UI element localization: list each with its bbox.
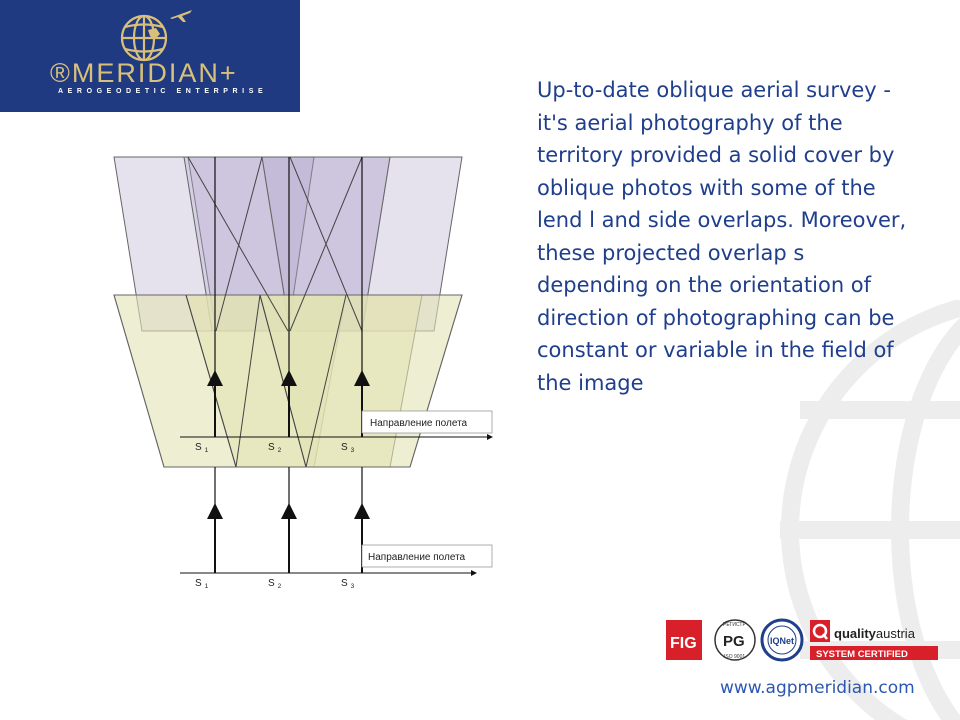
- pg-top-text: РЕГИСТР: [723, 622, 746, 628]
- station-index-lower-2: 2: [277, 583, 282, 590]
- iqnet-logo: [762, 620, 802, 660]
- certification-logos: [662, 614, 942, 670]
- airplane-icon: [168, 6, 194, 24]
- system-certified-text: SYSTEM CERTIFIED: [816, 649, 908, 660]
- station-letter-upper-1: S: [195, 442, 202, 453]
- meridian-logo: [0, 0, 300, 112]
- station-index-upper-1: 1: [204, 447, 209, 454]
- pg-registr-logo: [715, 620, 755, 660]
- station-letter-upper-3: S: [341, 442, 348, 453]
- flight-arrows-lower: [215, 511, 362, 573]
- svg-text:qualityaustria: [834, 626, 916, 641]
- station-letter-upper-2: S: [268, 442, 275, 453]
- pg-bottom-text: ISO 9001: [724, 654, 746, 660]
- station-letter-lower-1: S: [195, 578, 202, 589]
- svg-text:S2: [268, 578, 282, 590]
- station-letter-lower-2: S: [268, 578, 275, 589]
- oblique-survey-diagram: [100, 145, 520, 605]
- station-index-lower-3: 3: [350, 583, 355, 590]
- station-labels-lower: [195, 578, 355, 590]
- station-index-upper-3: 3: [350, 447, 355, 454]
- direction-label-lower: Направление полета: [368, 552, 466, 563]
- quality-text: quality: [834, 626, 876, 641]
- direction-label-upper: Направление полета: [370, 418, 468, 429]
- svg-text:S3: [341, 578, 355, 590]
- survey-description: Up-to-date oblique aerial survey - it's aerial photography of the territory provided a solid cover by oblique photos with some of the lend l and side overlaps. Moreover, these projected overlap s depending on the orientation of direction of photographing can be constant or variable in the field of the image: [537, 78, 907, 395]
- svg-text:S1: [195, 578, 209, 590]
- station-index-lower-1: 1: [204, 583, 209, 590]
- fig-logo: [666, 620, 702, 660]
- iqnet-text: IQNet: [770, 636, 795, 646]
- fig-text: FIG: [670, 635, 697, 652]
- quality-austria-logo: [810, 620, 938, 660]
- logo-name: ®MERIDIAN+: [50, 58, 238, 88]
- logo-subtitle: AEROGEODETIC ENTERPRISE: [58, 88, 268, 95]
- station-index-upper-2: 2: [277, 447, 282, 454]
- station-letter-lower-3: S: [341, 578, 348, 589]
- pg-text: PG: [723, 633, 745, 650]
- austria-text: austria: [875, 626, 915, 641]
- website-link[interactable]: www.agpmeridian.com: [720, 678, 915, 698]
